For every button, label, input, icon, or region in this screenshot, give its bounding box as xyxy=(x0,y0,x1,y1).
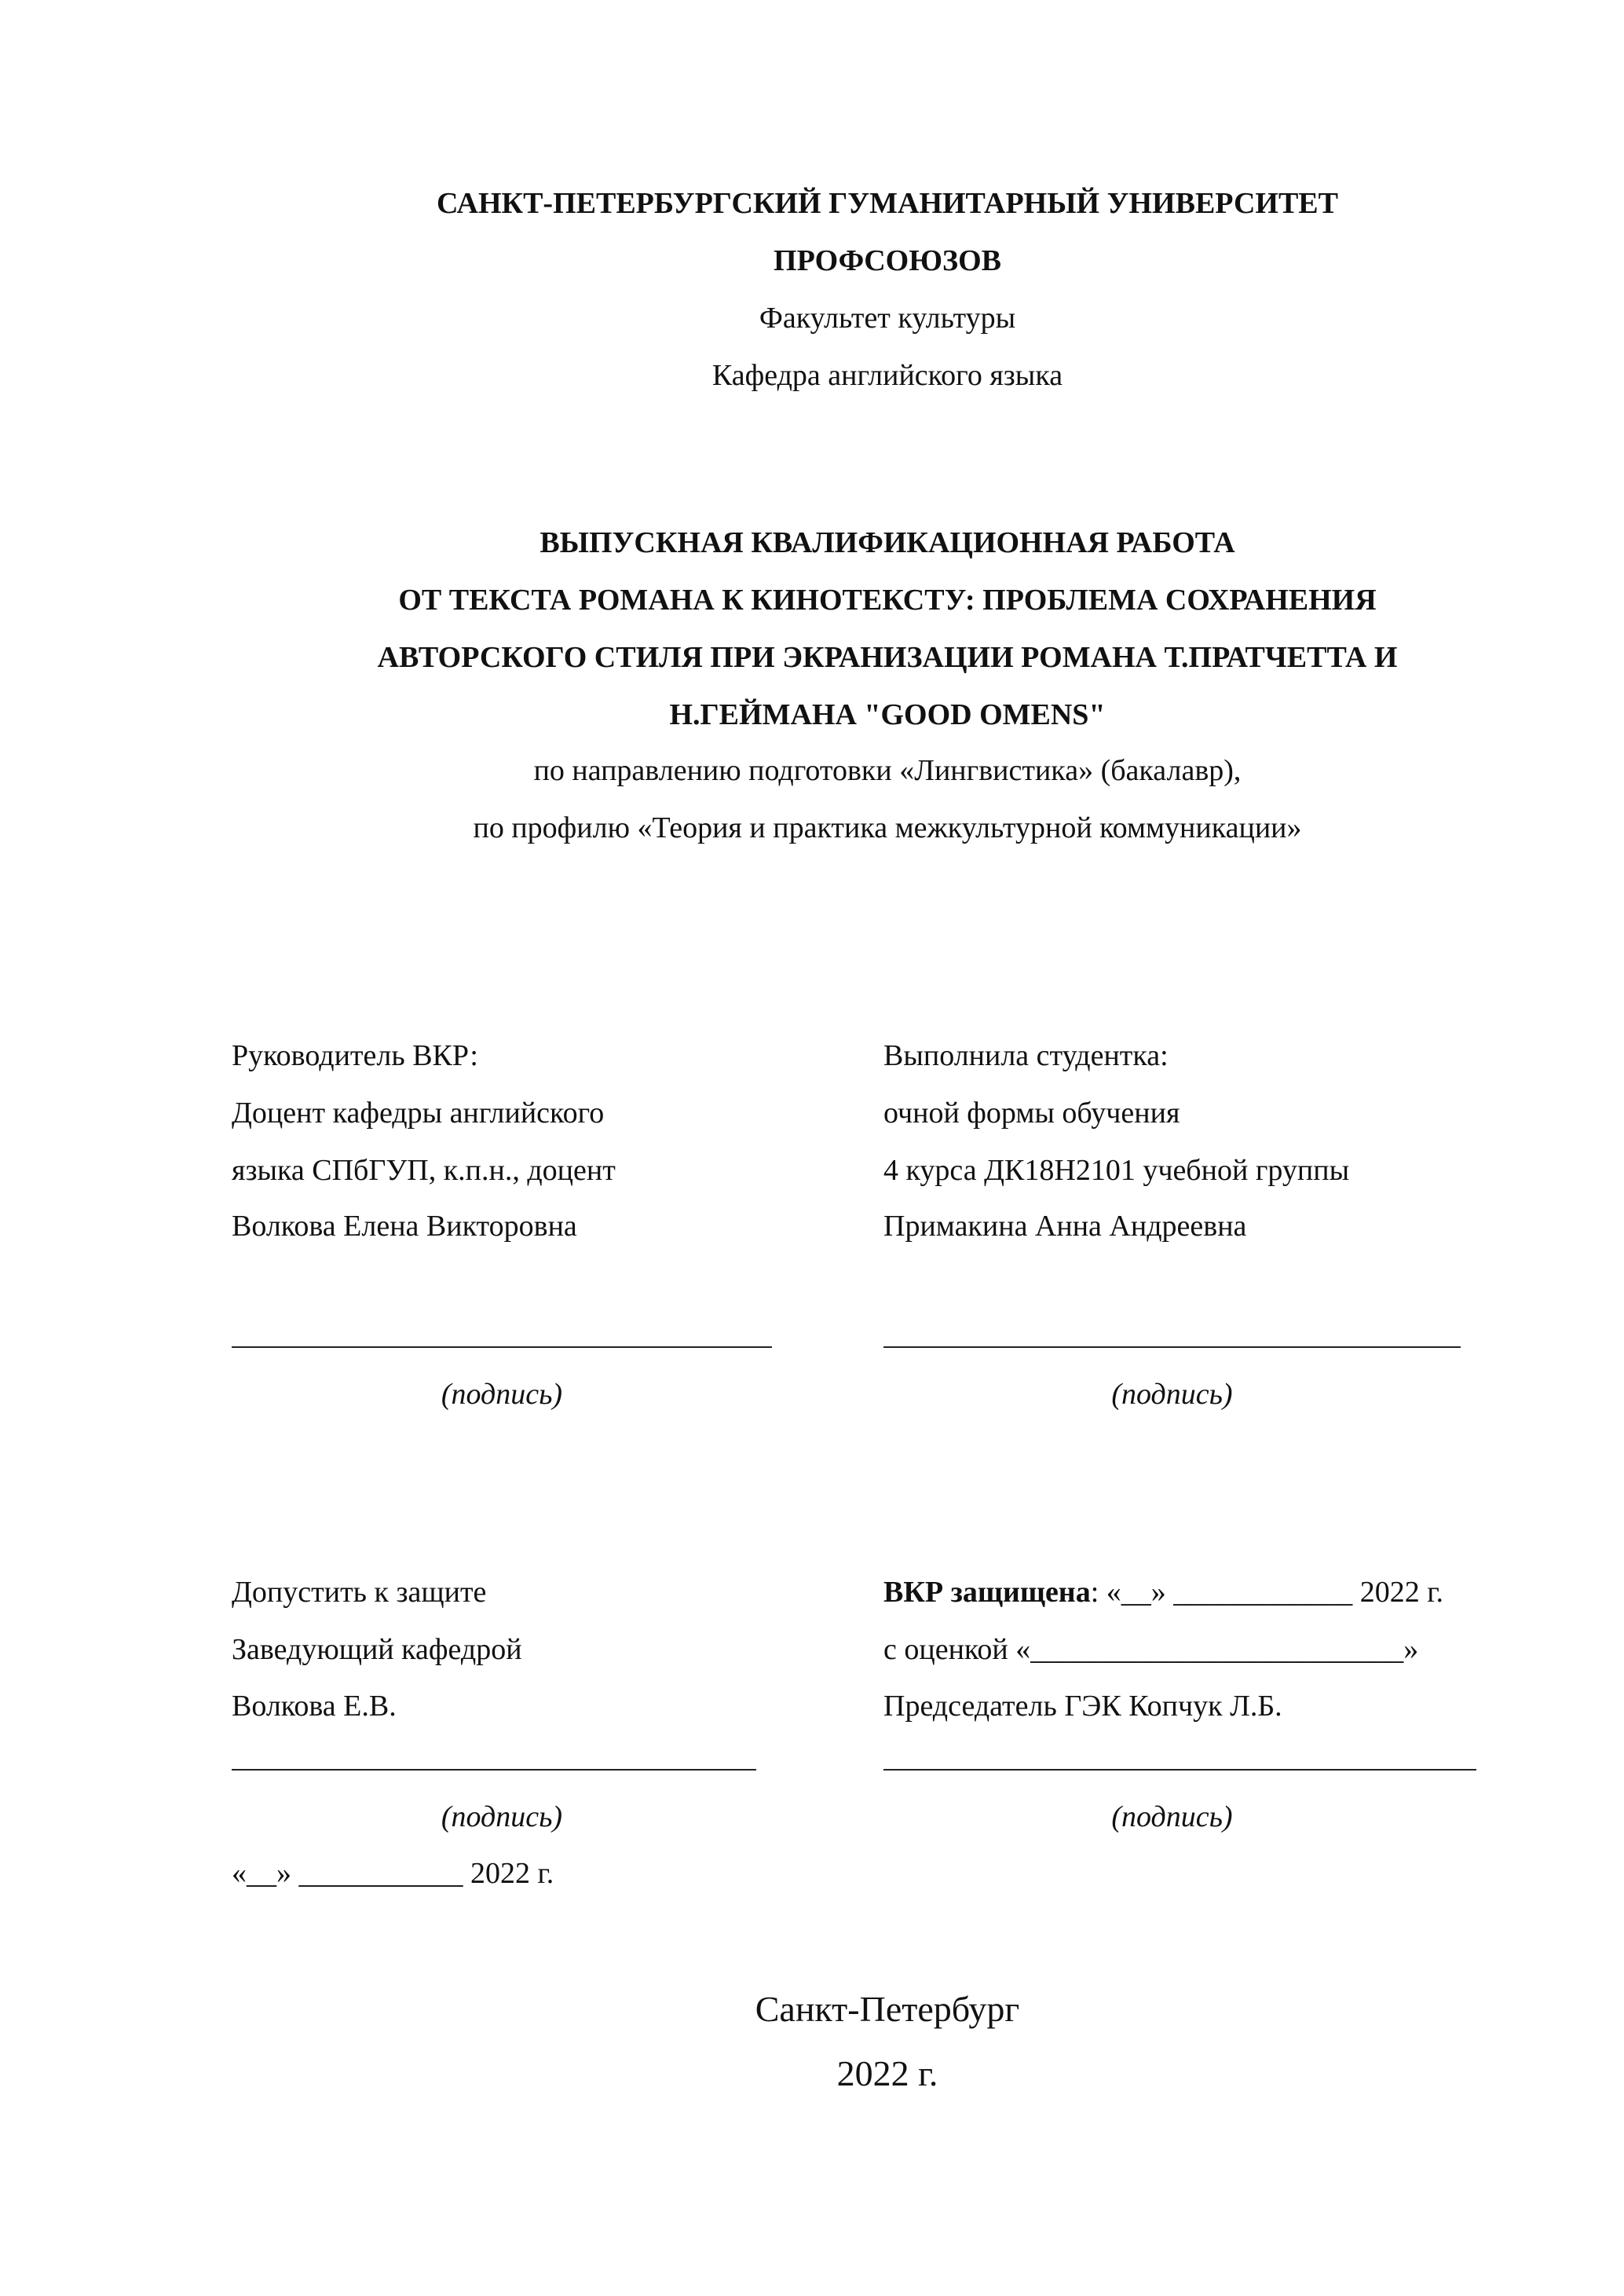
head-signature-caption: (подпись) xyxy=(441,1800,563,1833)
department-name: Кафедра английского языка xyxy=(711,359,1063,392)
defense-date: : «__» ____________ 2022 г. xyxy=(1090,1576,1444,1609)
topic-line2: АВТОРСКОГО СТИЛЯ ПРИ ЭКРАНИЗАЦИИ РОМАНА Т.ПРАТЧЕТТА И xyxy=(377,641,1398,674)
year: 2022 г. xyxy=(836,2053,938,2093)
topic-line3: Н.ГЕЙМАНА "GOOD OMENS" xyxy=(669,698,1106,731)
supervisor-label: Руководитель ВКР: xyxy=(232,1039,478,1072)
profile-line: по профилю «Теория и практика межкультурной коммуникации» xyxy=(473,811,1302,844)
defense-label: ВКР защищена xyxy=(883,1576,1091,1609)
work-type: ВЫПУСКНАЯ КВАЛИФИКАЦИОННАЯ РАБОТА xyxy=(540,526,1235,559)
defense-grade-line: с оценкой «_________________________» xyxy=(883,1633,1419,1666)
admission-label: Допустить к защите xyxy=(232,1576,487,1609)
supervisor-signature-caption: (подпись) xyxy=(441,1378,563,1411)
university-name-line2: ПРОФСОЮЗОВ xyxy=(774,244,1001,277)
student-group: 4 курса ДК18Н2101 учебной группы xyxy=(883,1154,1350,1187)
student-name: Примакина Анна Андреевна xyxy=(883,1210,1247,1243)
student-signature-caption: (подпись) xyxy=(1111,1378,1233,1411)
student-label: Выполнила студентка: xyxy=(883,1039,1169,1072)
supervisor-position-line1: Доцент кафедры английского xyxy=(232,1097,605,1130)
supervisor-position-line2: языка СПбГУП, к.п.н., доцент xyxy=(232,1154,616,1187)
gek-chair: Председатель ГЭК Копчук Л.Б. xyxy=(883,1690,1282,1723)
head-of-department-name: Волкова Е.В. xyxy=(232,1690,397,1723)
city: Санкт-Петербург xyxy=(755,1989,1020,2029)
chair-signature-line xyxy=(883,1769,1476,1771)
university-name-line1: САНКТ-ПЕТЕРБУРГСКИЙ ГУМАНИТАРНЫЙ УНИВЕРСИТЕТ xyxy=(436,187,1338,220)
faculty-name: Факультет культуры xyxy=(759,302,1016,335)
defense-date-line xyxy=(883,1574,1443,1610)
head-signature-line xyxy=(232,1769,756,1771)
topic-line1: ОТ ТЕКСТА РОМАНА К КИНОТЕКСТУ: ПРОБЛЕМА СОХРАНЕНИЯ xyxy=(398,584,1377,617)
supervisor-signature-line xyxy=(232,1346,772,1348)
student-study-form: очной формы обучения xyxy=(883,1097,1180,1130)
supervisor-name: Волкова Елена Викторовна xyxy=(232,1210,577,1243)
direction-line: по направлению подготовки «Лингвистика» (бакалавр), xyxy=(533,754,1242,787)
head-of-department-label: Заведующий кафедрой xyxy=(232,1633,522,1666)
student-signature-line xyxy=(883,1346,1461,1348)
chair-signature-caption: (подпись) xyxy=(1111,1800,1233,1833)
admission-date-line: «__» ___________ 2022 г. xyxy=(232,1857,554,1890)
